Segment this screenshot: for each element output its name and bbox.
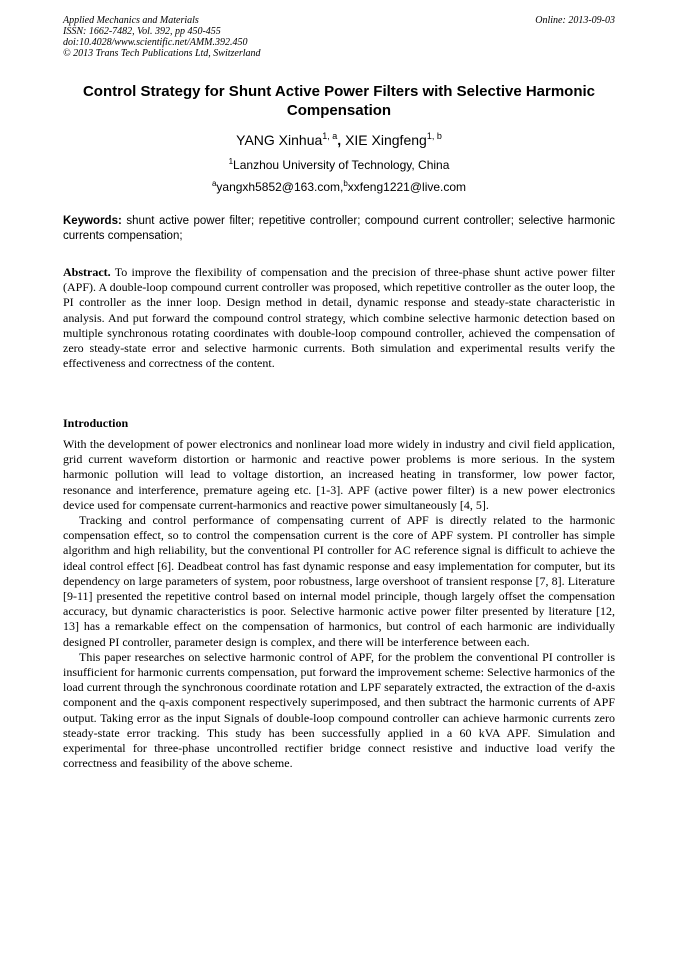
online-date: Online: 2013-09-03: [535, 15, 615, 26]
journal-name: Applied Mechanics and Materials: [63, 15, 199, 26]
affiliation-superscript: 1: [228, 157, 234, 166]
paper-title: Control Strategy for Shunt Active Power Filters with Selective Harmonic Compensation: [82, 83, 596, 119]
paragraph: Tracking and control performance of compensating current of APF is directly related to the harmonic compensation effect, so to control the compensation current is the core of APF system. PI controller has simple algorithm and high reliability, but the conventional PI controller for AC reference signal is difficult to achieve the ideal control effect [6]. Deadbeat control has fast dynamic response and easy implementation for computer, but its dependency on large parameters of system, poor robustness, large overshoot of transient response [7, 8]. Literature [9-11] presented the repetitive control based on internal model principle, though largely offset the compensation accuracy, but dynamic characteristics is poor. Selective harmonic active power filter presented by literature [12, 13] has a remarkable effect on the compensation of harmonics, but control of each harmonic are individually designed PI controller, parameter design is complex, and there will be interference between each.: [63, 513, 615, 649]
copyright-line: © 2013 Trans Tech Publications Ltd, Switzerland: [63, 48, 261, 59]
email-address: yangxh5852@163.com,: [216, 180, 344, 194]
abstract-label: Abstract.: [63, 265, 111, 279]
author-separator: ,: [337, 132, 342, 148]
email-superscript: b: [343, 179, 348, 188]
section-heading: Introduction: [63, 416, 129, 430]
keywords-label: Keywords:: [63, 215, 122, 227]
abstract-text: To improve the flexibility of compensation and the precision of three-phase shunt active power filter (APF). A double-loop compound current controller was proposed, which repetitive controller as the outer loop, the PI controller as the inner loop. Design method in detail, dynamic response and steady-state characteristic in analysis. And put forward the compound control strategy, which combine selective harmonic detection based on multiple synchronous rotating coordinates with double-loop compound controller, achieved the compensation of zero steady-state error and selective harmonic currents. Both simulation and experimental results verify the effectiveness and correctness of the content.: [63, 265, 616, 371]
author-superscript: 1, b: [426, 131, 442, 141]
journal-header: [63, 15, 615, 59]
affiliation: [63, 157, 615, 173]
email-line: [63, 179, 615, 195]
paragraph: With the development of power electronics and nonlinear load more widely in industry and civil field application, grid current waveform distortion or harmonic and reactive power problems is more serious. In the system harmonic pollution will lead to voltage distortion, an increased heating in transformer, low power factor, resonance and interference, premature ageing etc. [1-3]. APF (active power filter) is a new power electronics device used for compensate current-harmonics and reactive power simultaneously [4, 5].: [63, 437, 615, 512]
author-line: [63, 131, 615, 149]
email-superscript: a: [211, 179, 217, 188]
keywords-text: shunt active power filter; repetitive controller; compound current controller; selective harmonic currents compensation;: [63, 215, 615, 242]
author-name: YANG Xinhua: [236, 132, 323, 148]
author-name: XIE Xingfeng: [345, 132, 427, 148]
keywords-block: [63, 214, 615, 244]
introduction-body: [63, 437, 615, 771]
author-superscript: 1, a: [322, 131, 338, 141]
email-address: xxfeng1221@live.com: [347, 180, 467, 194]
abstract-block: [63, 265, 615, 371]
doi-line: doi:10.4028/www.scientific.net/AMM.392.450: [63, 37, 248, 48]
paragraph: This paper researches on selective harmonic control of APF, for the problem the conventional PI controller is insufficient for harmonic currents compensation, put forward the improvement scheme: Selective harmonics of the load current through the synchronous coordinate rotation and LPF separately extracted, the extraction of the d-axis component and the q-axis component respectively superimposed, and then subtract the harmonic currents of APF output. Taking error as the input Signals of double-loop compound controller can achieve harmonic currents zero steady-state error tracking. This study has been successfully applied in a 60 kVA APF. Simulation and experimental for three-phase uncontrolled rectifier bridge connect resistive and inductive load verify the correctness and feasibility of the above scheme.: [63, 649, 615, 771]
affiliation-text: Lanzhou University of Technology, China: [233, 158, 450, 172]
issn-line: ISSN: 1662-7482, Vol. 392, pp 450-455: [63, 26, 221, 37]
